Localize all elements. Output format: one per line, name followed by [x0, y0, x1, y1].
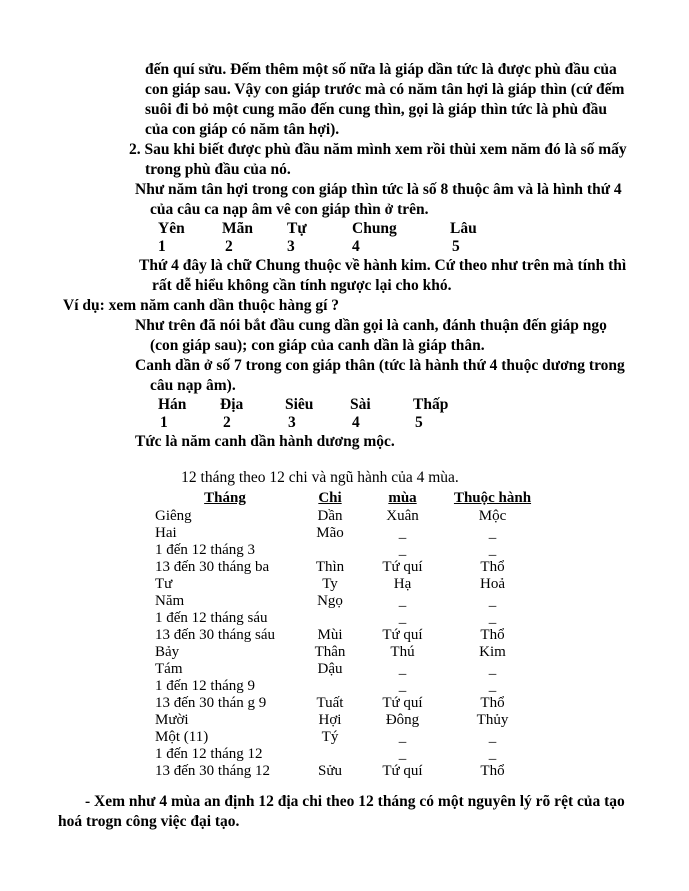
column-header-mua: mùa: [388, 490, 417, 506]
paragraph-nhu-nam-tan-hoi: Như năm tân hợi trong con giáp thìn tức là số 8 thuộc âm và là hình thứ 4 của câu ca nạp âm vê con giáp thìn ở trên.: [135, 181, 622, 218]
sequence-number: 3: [288, 414, 296, 431]
ditto-dash: –: [398, 751, 407, 767]
table-row: [155, 644, 545, 661]
table-cell: Thổ: [480, 627, 505, 643]
table-cell: Thổ: [480, 559, 505, 575]
sequence-number: 2: [225, 238, 233, 255]
table-cell: Tứ quí: [382, 763, 423, 779]
sequence-word: Lâu: [450, 220, 477, 237]
table-cell: Tứ quí: [382, 695, 423, 711]
months-table: [155, 488, 545, 780]
table-cell: [440, 593, 545, 614]
table-cell: Một (11): [155, 729, 209, 745]
column-header-chi: Chi: [318, 490, 342, 506]
ditto-dash: –: [488, 598, 497, 614]
sequence-word: Địa: [220, 396, 244, 413]
table-cell: Bảy: [155, 644, 180, 660]
ditto-dash: –: [398, 734, 407, 750]
table-row: [155, 508, 545, 525]
table-cell: Dậu: [317, 661, 343, 677]
table-cell: Sửu: [318, 763, 342, 779]
table-cell: 1 đến 12 tháng 3: [155, 542, 255, 558]
table-cell: 13 đến 30 tháng sáu: [155, 627, 275, 643]
table-cell: [295, 678, 365, 695]
table-row: [155, 678, 545, 695]
paragraph-step-2: 2. Sau khi biết được phù đầu năm mình xem rồi thùi xem năm đó là số mấy trong phù đầu của nó.: [129, 141, 627, 178]
table-cell: Xuân: [386, 508, 419, 524]
table-row: [155, 763, 545, 780]
table-cell: 13 đến 30 tháng ba: [155, 559, 270, 575]
ditto-dash: –: [398, 598, 407, 614]
sequence-word: Mãn: [222, 220, 253, 237]
table-cell: Hoả: [480, 576, 505, 592]
table-row: [155, 525, 545, 542]
ditto-dash: –: [398, 615, 407, 631]
table-cell: Ngọ: [317, 593, 343, 609]
table-cell: Tứ quí: [382, 627, 423, 643]
sequence-number: 1: [160, 414, 168, 431]
table-cell: Thú: [390, 644, 415, 660]
table-row: [155, 559, 545, 576]
table-cell: Tuất: [316, 695, 344, 711]
paragraph-nhu-tren-da-noi: Như trên đã nói bắt đầu cung dần gọi là canh, đánh thuận đến giáp ngọ (con giáp sau); con giáp của canh dần là giáp thân.: [135, 317, 607, 354]
ditto-dash: –: [488, 666, 497, 682]
table-cell: Mộc: [478, 508, 507, 524]
ditto-dash: –: [398, 683, 407, 699]
sequence-number: 2: [223, 414, 231, 431]
ditto-dash: –: [488, 734, 497, 750]
months-table-body: [155, 508, 545, 780]
table-row: [155, 627, 545, 644]
table-cell: [440, 661, 545, 682]
table-cell: Thủy: [476, 712, 509, 728]
table-row: [155, 610, 545, 627]
ditto-dash: –: [488, 683, 497, 699]
paragraph-tuc-la-canh-dan: Tức là năm canh dần hành dương mộc.: [135, 433, 395, 450]
ditto-dash: –: [398, 530, 407, 546]
ditto-dash: –: [488, 547, 497, 563]
table-cell: [440, 729, 545, 750]
table-cell: 13 đến 30 tháng 12: [155, 763, 270, 779]
sequence-number: 4: [352, 414, 360, 431]
table-cell: 1 đến 12 tháng sáu: [155, 610, 268, 626]
table-cell: Thân: [314, 644, 346, 660]
table-cell: [365, 661, 440, 682]
sequence-number: 5: [452, 238, 460, 255]
sequence-yen-man-tu-chung-lau: [0, 220, 689, 256]
table-cell: [440, 525, 545, 546]
table-cell: [365, 729, 440, 750]
table-cell: Mão: [316, 525, 344, 541]
paragraph-footer-conclusion: - Xem như 4 mùa an định 12 địa chi theo 12 tháng có một nguyên lý rõ rệt của tạo hoá trogn công việc đại tạo.: [58, 793, 625, 830]
table-cell: Thổ: [480, 695, 505, 711]
sequence-number: 1: [158, 238, 166, 255]
table-cell: [365, 525, 440, 546]
sequence-number: 4: [352, 238, 360, 255]
paragraph-vi-du: Ví dụ: xem năm canh dần thuộc hàng gí ?: [63, 297, 340, 314]
table-header-row: [155, 488, 545, 508]
table-cell: Kim: [479, 644, 506, 660]
table-cell: Tư: [155, 576, 173, 592]
table-row: [155, 746, 545, 763]
sequence-word: Siêu: [285, 396, 314, 413]
table-row: [155, 729, 545, 746]
table-row: [155, 593, 545, 610]
table-cell: Ty: [322, 576, 338, 592]
table-cell: Tám: [155, 661, 183, 677]
table-cell: Mùi: [317, 627, 343, 643]
table-cell: Tứ quí: [382, 559, 423, 575]
table-cell: 1 đến 12 tháng 12: [155, 746, 263, 762]
table-cell: Giêng: [155, 508, 192, 524]
table-cell: 13 đến 30 thán g 9: [155, 695, 267, 711]
table-cell: Thổ: [480, 763, 505, 779]
table-row: [155, 695, 545, 712]
sequence-word: Tự: [287, 220, 307, 237]
table-cell: Hai: [155, 525, 177, 541]
paragraph-canh-dan-so-7: Canh dần ở số 7 trong con giáp thân (tức là hành thứ 4 thuộc dương trong câu nạp âm).: [135, 357, 625, 394]
sequence-word: Sài: [350, 396, 371, 413]
sequence-word: Hán: [158, 396, 187, 413]
column-header-thang: Tháng: [204, 490, 246, 506]
table-cell: Dần: [317, 508, 343, 524]
table-title: 12 tháng theo 12 chi và ngũ hành của 4 mùa.: [181, 469, 459, 486]
table-cell: Hợi: [318, 712, 342, 728]
table-cell: Năm: [155, 593, 185, 609]
table-cell: Mười: [155, 712, 189, 728]
table-cell: [295, 542, 365, 559]
sequence-word: Chung: [352, 220, 397, 237]
table-cell: Hạ: [393, 576, 412, 592]
table-row: [155, 712, 545, 729]
sequence-word: Thấp: [413, 396, 449, 413]
ditto-dash: –: [488, 530, 497, 546]
paragraph-thu-4-chung: Thứ 4 đây là chữ Chung thuộc về hành kim. Cứ theo như trên mà tính thì rất dễ hiểu không cần tính ngược lại cho khó.: [139, 257, 627, 294]
table-cell: [365, 593, 440, 614]
table-row: [155, 661, 545, 678]
ditto-dash: –: [398, 547, 407, 563]
sequence-word: Yên: [158, 220, 185, 237]
table-cell: Tý: [321, 729, 339, 745]
table-row: [155, 576, 545, 593]
sequence-han-dia-sieu-sai-thap: [0, 396, 689, 432]
sequence-number: 3: [287, 238, 295, 255]
column-header-thuoc-hanh: Thuộc hành: [453, 490, 532, 506]
table-cell: 1 đến 12 tháng 9: [155, 678, 255, 694]
table-cell: [295, 746, 365, 763]
ditto-dash: –: [488, 751, 497, 767]
ditto-dash: –: [488, 615, 497, 631]
ditto-dash: –: [398, 666, 407, 682]
table-cell: Thìn: [315, 559, 345, 575]
paragraph-phu-dau-intro: đến quí sửu. Đếm thêm một số nữa là giáp dần tức là được phù đầu của con giáp sau. Vậy con giáp trước mà có năm tân hợi là giáp thìn (cứ đếm suôi đi bỏ một cung mão đến cung thìn, gọi là giáp thìn tức là phù đầu của con giáp có năm tân hợi).: [145, 61, 625, 138]
sequence-number: 5: [415, 414, 423, 431]
table-cell: Đông: [385, 712, 420, 728]
table-cell: [295, 610, 365, 627]
table-row: [155, 542, 545, 559]
